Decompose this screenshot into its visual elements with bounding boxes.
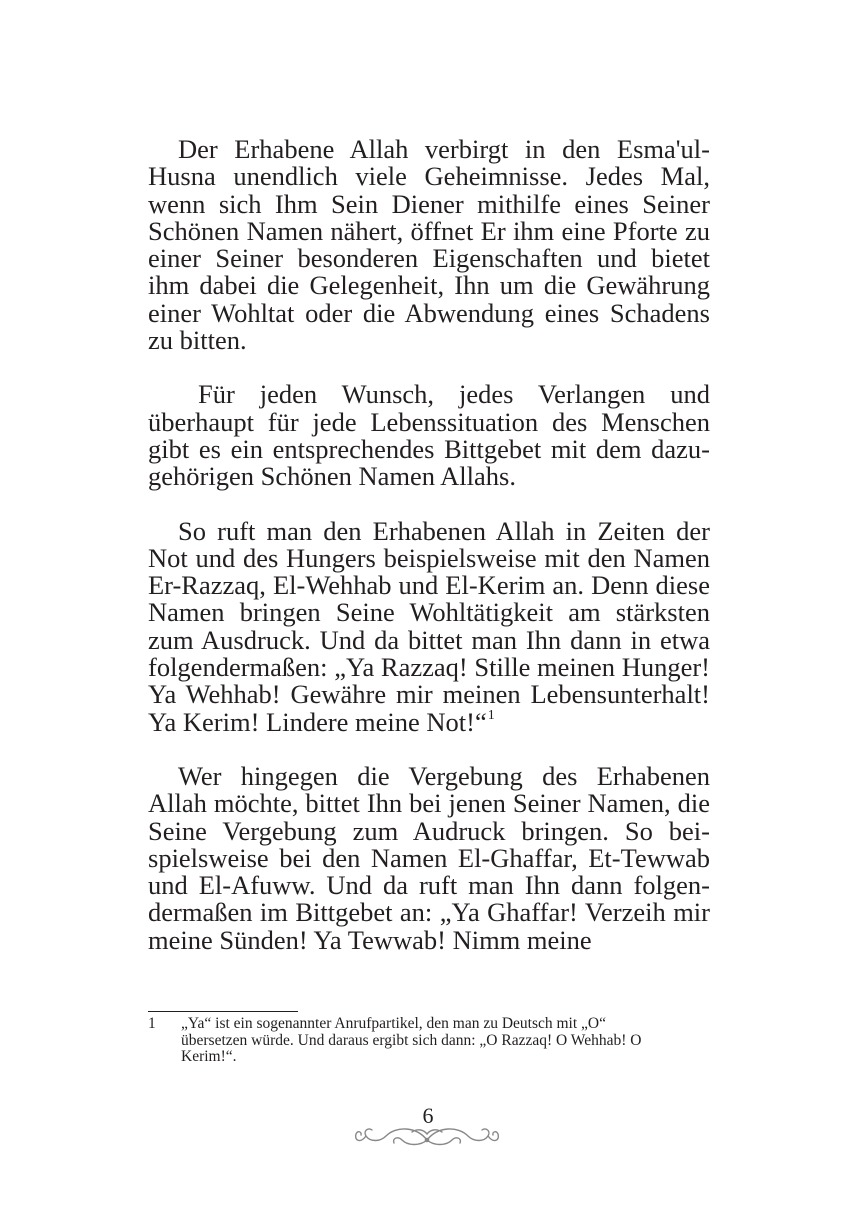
footnote (148, 1016, 668, 1066)
scroll-flourish-ornament-icon (352, 1118, 502, 1152)
footnote-text: „Ya“ ist ein sogenannter Anrufpartikel, den man zu Deutsch mit „O“ übersetzen würde. Und daraus ergibt sich dann: „O Razzaq! O Wehhab! O Kerim!“. (181, 1015, 642, 1065)
paragraph-4: Wer hingegen die Vergebung des Erhabenen Allah möchte, bittet Ihn bei jenen Seiner Namen, die Seine Vergebung zum Audruck bringen. So bei-spielsweise bei den Namen El-Ghaffar, Et-Tewwab und El-Afuww. Und da ruft man Ihn dann folgen-dermaßen im Bittgebet an: „Ya Ghaffar! Verzeih mir meine Sünden! Ya Tewwab! Nimm meine (148, 760, 710, 955)
paragraph-2: Für jeden Wunsch, jedes Verlangen und überhaupt für jede Lebenssituation des Menschen gibt es ein entsprechendes Bittgebet mit dem dazu-gehörigen Schönen Namen Allahs. (148, 379, 710, 492)
paragraph-3-text: So ruft man den Erhabenen Allah in Zeiten der Not und des Hungers beispielsweise mit den Namen Er-Razzaq, El-Wehhab und El-Kerim an. Denn diese Namen bringen Seine Wohltätigkeit am stärksten zum Ausdruck. Und da bittet man Ihn dann in etwa folgendermaßen: „Ya Razzaq! Stille meinen Hunger! Ya Wehhab! Gewähre mir meinen Lebensunterhalt! Ya Kerim! Lindere meine Not!“ (148, 515, 710, 737)
paragraph-3 (148, 515, 710, 737)
page-number: 6 (422, 1103, 434, 1128)
body-text (148, 136, 710, 954)
footnote-number: 1 (148, 1015, 156, 1032)
footnote-reference[interactable]: 1 (487, 707, 495, 723)
paragraph-1: Der Erhabene Allah verbirgt in den Esma'ul-Husna unendlich viele Geheimnisse. Jedes Mal, wenn sich Ihm Sein Diener mithilfe eines Seiner Schönen Namen nähert, öffnet Er ihm eine Pforte zu einer Seiner besonderen Eigenschaften und bietet ihm dabei die Gelegenheit, Ihn um die Gewährung einer Wohltat oder die Abwendung eines Schadens zu bitten. (148, 134, 710, 356)
footnote-divider (148, 1011, 298, 1012)
